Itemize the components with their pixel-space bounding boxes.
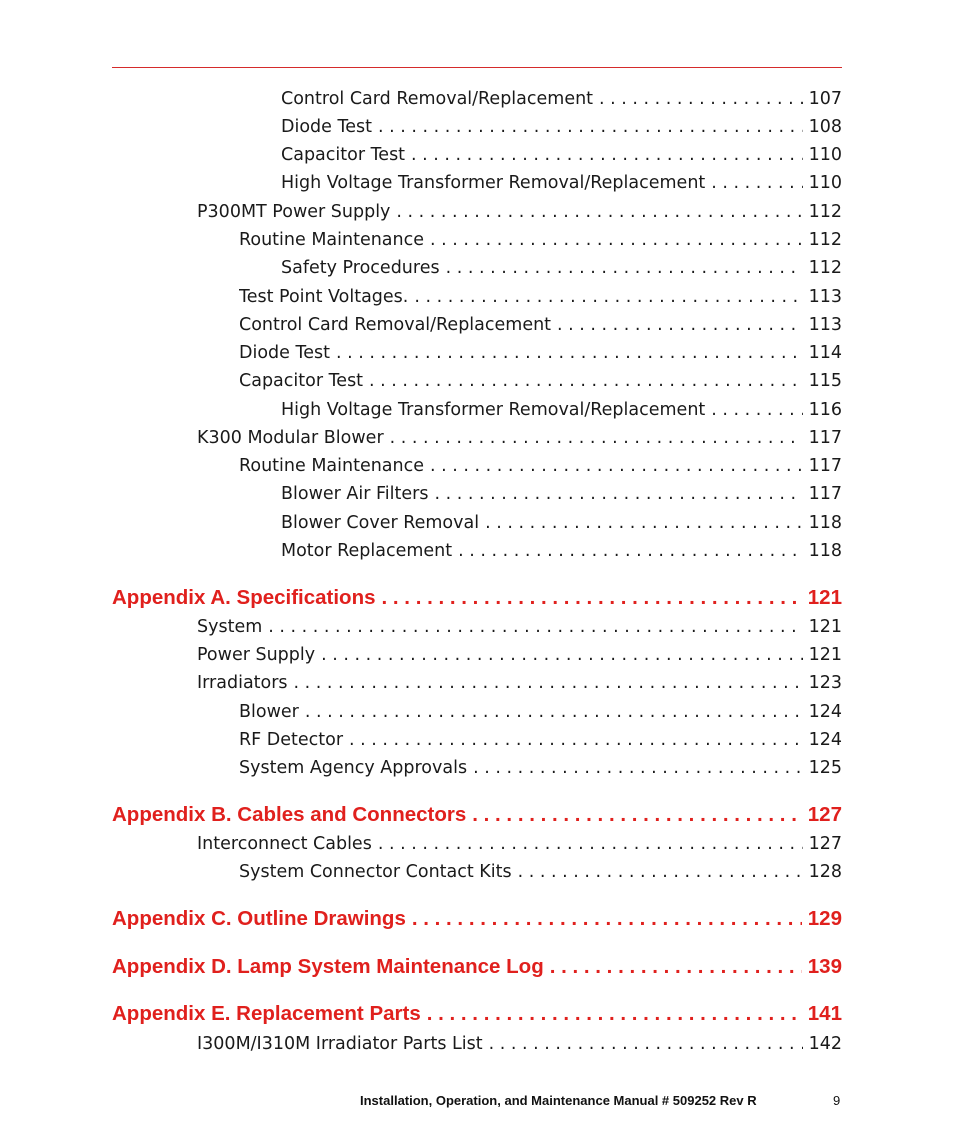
toc-entry[interactable] <box>239 456 842 480</box>
toc-entry-page: 108 <box>808 117 842 137</box>
toc-entry[interactable] <box>239 371 842 395</box>
toc-entry-page: 114 <box>808 343 842 363</box>
dot-leader <box>557 315 803 335</box>
appendix-page: 141 <box>807 1002 842 1025</box>
dot-leader <box>430 230 803 250</box>
toc-entry-page: 116 <box>808 400 842 420</box>
toc-entry-page: 124 <box>808 702 842 722</box>
toc-entry-page: 118 <box>808 513 842 533</box>
toc-entry-page: 110 <box>808 173 842 193</box>
toc-entry[interactable] <box>281 400 842 424</box>
dot-leader <box>550 955 802 979</box>
toc-entry[interactable] <box>197 645 842 669</box>
toc-entry-title: Routine Maintenance <box>239 456 425 476</box>
toc-entry-page: 112 <box>808 230 842 250</box>
toc-entry-title: Power Supply <box>197 645 316 665</box>
toc-entry[interactable] <box>239 230 842 254</box>
footer-title: Installation, Operation, and Maintenance Manual # 509252 Rev R <box>360 1093 757 1108</box>
page-number: 9 <box>833 1093 841 1108</box>
toc-entry-page: 113 <box>808 315 842 335</box>
toc-entry-title: High Voltage Transformer Removal/Replacement <box>281 400 706 420</box>
dot-leader <box>369 371 803 391</box>
toc-entry-title: Blower <box>239 702 299 722</box>
toc-entry-title: Capacitor Test <box>281 145 406 165</box>
dot-leader <box>472 803 802 827</box>
toc-entry-page: 117 <box>808 484 842 504</box>
toc-entry-page: 127 <box>808 834 842 854</box>
appendix-title: Appendix A. Specifications <box>112 586 376 609</box>
dot-leader <box>427 1002 802 1026</box>
dot-leader <box>430 456 803 476</box>
toc-entry[interactable] <box>239 287 842 311</box>
toc-entry-title: Blower Air Filters <box>281 484 429 504</box>
appendix-page: 139 <box>807 955 842 978</box>
toc-entry[interactable] <box>239 343 842 367</box>
toc-entry-page: 117 <box>808 456 842 476</box>
toc-entry-title: Interconnect Cables <box>197 834 372 854</box>
appendix-heading-c[interactable] <box>112 907 842 935</box>
dot-leader <box>518 862 803 882</box>
dot-leader <box>294 673 803 693</box>
dot-leader <box>434 484 802 504</box>
dot-leader <box>321 645 802 665</box>
dot-leader <box>473 758 803 778</box>
toc-entry[interactable] <box>281 117 842 141</box>
appendix-title: Appendix E. Replacement Parts <box>112 1002 421 1025</box>
appendix-heading-a[interactable] <box>112 586 842 614</box>
toc-entry-title: Capacitor Test <box>239 371 364 391</box>
toc-entry-title: Control Card Removal/Replacement <box>239 315 552 335</box>
toc-entry-title: Irradiators <box>197 673 288 693</box>
toc-entry-page: 128 <box>808 862 842 882</box>
dot-leader <box>489 1034 803 1054</box>
appendix-title: Appendix D. Lamp System Maintenance Log <box>112 955 544 978</box>
dot-leader <box>414 287 802 307</box>
dot-leader <box>305 702 803 722</box>
toc-entry-title: Safety Procedures <box>281 258 440 278</box>
toc-entry-page: 142 <box>808 1034 842 1054</box>
toc-entry-title: Control Card Removal/Replacement <box>281 89 594 109</box>
toc-entry-title: P300MT Power Supply <box>197 202 391 222</box>
header-rule <box>112 67 842 68</box>
toc-entry-page: 110 <box>808 145 842 165</box>
toc-entry-page: 115 <box>808 371 842 391</box>
toc-entry-page: 118 <box>808 541 842 561</box>
dot-leader <box>458 541 802 561</box>
toc-entry-page: 112 <box>808 202 842 222</box>
toc-entry-page: 112 <box>808 258 842 278</box>
toc-entry[interactable] <box>239 702 842 726</box>
dot-leader <box>378 117 803 137</box>
dot-leader <box>711 400 802 420</box>
toc-entry[interactable] <box>197 428 842 452</box>
toc-entry[interactable] <box>281 173 842 197</box>
appendix-title: Appendix C. Outline Drawings <box>112 907 406 930</box>
dot-leader <box>412 907 802 931</box>
dot-leader <box>336 343 803 363</box>
toc-entry[interactable] <box>239 730 842 754</box>
toc-entry-title: Test Point Voltages. <box>239 287 409 307</box>
toc-entry-title: RF Detector <box>239 730 344 750</box>
toc-entry-page: 107 <box>808 89 842 109</box>
toc-entry-title: K300 Modular Blower <box>197 428 384 448</box>
dot-leader <box>446 258 803 278</box>
toc-entry[interactable] <box>281 145 842 169</box>
toc-entry[interactable] <box>239 315 842 339</box>
toc-entry-title: Routine Maintenance <box>239 230 425 250</box>
dot-leader <box>390 428 803 448</box>
toc-entry-page: 113 <box>808 287 842 307</box>
appendix-page: 127 <box>807 803 842 826</box>
dot-leader <box>411 145 803 165</box>
toc-entry-page: 125 <box>808 758 842 778</box>
toc-entry-title: System <box>197 617 263 637</box>
appendix-heading-b[interactable] <box>112 803 842 831</box>
toc-entry[interactable] <box>281 541 842 565</box>
dot-leader <box>268 617 802 637</box>
toc-entry[interactable] <box>197 834 842 858</box>
dot-leader <box>485 513 803 533</box>
toc-entry[interactable] <box>281 513 842 537</box>
toc-entry-page: 117 <box>808 428 842 448</box>
dot-leader <box>349 730 803 750</box>
dot-leader <box>711 173 802 193</box>
toc-entry-title: Motor Replacement <box>281 541 453 561</box>
toc-entry-title: Diode Test <box>281 117 372 137</box>
dot-leader <box>599 89 803 109</box>
toc-entry-page: 124 <box>808 730 842 750</box>
toc-entry-title: System Agency Approvals <box>239 758 468 778</box>
toc-entry-title: System Connector Contact Kits <box>239 862 512 882</box>
toc-entry[interactable] <box>197 617 842 641</box>
toc-entry[interactable] <box>281 89 842 113</box>
appendix-heading-d[interactable] <box>112 955 842 983</box>
toc-entry-page: 121 <box>808 645 842 665</box>
dot-leader <box>382 586 802 610</box>
toc-entry-title: Diode Test <box>239 343 330 363</box>
toc-entry[interactable] <box>197 673 842 697</box>
toc-entry[interactable] <box>197 202 842 226</box>
toc-entry-page: 121 <box>808 617 842 637</box>
appendix-page: 121 <box>807 586 842 609</box>
appendix-heading-e[interactable] <box>112 1002 842 1030</box>
toc-entry-page: 123 <box>808 673 842 693</box>
toc-entry[interactable] <box>281 258 842 282</box>
toc-entry[interactable] <box>281 484 842 508</box>
appendix-title: Appendix B. Cables and Connectors <box>112 803 467 826</box>
toc-entry[interactable] <box>197 1034 842 1058</box>
toc-entry-title: I300M/I310M Irradiator Parts List <box>197 1034 483 1054</box>
toc-entry-title: High Voltage Transformer Removal/Replacement <box>281 173 706 193</box>
toc-entry[interactable] <box>239 862 842 886</box>
dot-leader <box>396 202 802 222</box>
dot-leader <box>378 834 803 854</box>
toc-entry-title: Blower Cover Removal <box>281 513 480 533</box>
appendix-page: 129 <box>807 907 842 930</box>
toc-entry[interactable] <box>239 758 842 782</box>
